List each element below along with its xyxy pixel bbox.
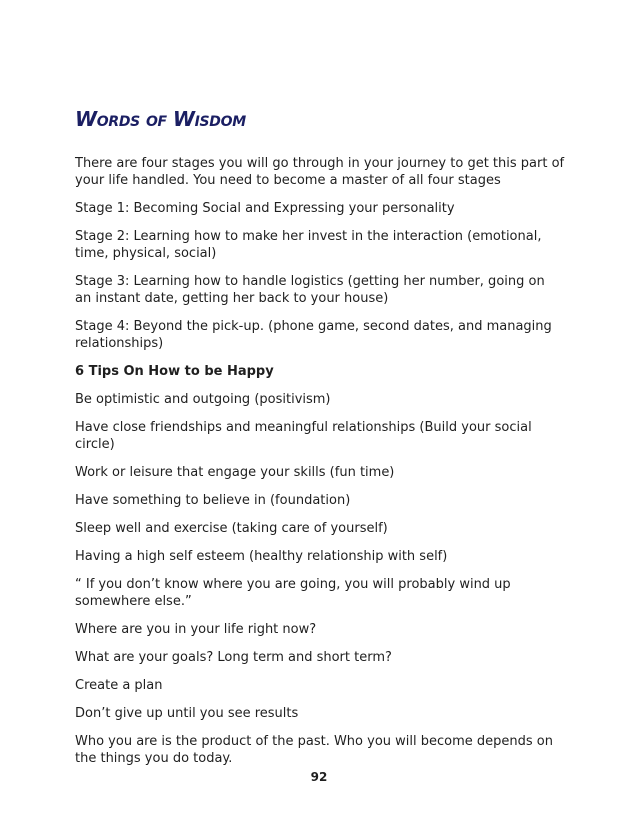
action-paragraph: Create a plan (75, 678, 163, 693)
heading-text: ORDS (96, 114, 140, 130)
stage-2-paragraph: Stage 2: Learning how to make her invest in the interaction (emotional, time, physical, social) (75, 229, 542, 261)
page-number: 92 (310, 770, 328, 784)
question-paragraph: What are your goals? Long term and short term? (75, 650, 392, 665)
tip-paragraph: Have something to believe in (foundation) (75, 493, 351, 508)
body-text (75, 155, 565, 778)
heading-letter: W (172, 107, 195, 131)
section-heading (75, 96, 246, 134)
closing-paragraph: Who you are is the product of the past. Who you will become depends on the things you do today. (75, 734, 553, 766)
intro-paragraph: There are four stages you will go through in your journey to get this part of your life handled. You need to become a master of all four stages (75, 156, 565, 188)
tip-paragraph: Sleep well and exercise (taking care of yourself) (75, 521, 388, 536)
heading-letter: W (75, 107, 97, 131)
stage-4-paragraph: Stage 4: Beyond the pick-up. (phone game, second dates, and managing relationships) (75, 319, 552, 351)
quote-paragraph: “ If you don’t know where you are going, you will probably wind up somewhere else.” (75, 577, 511, 609)
tip-paragraph: Be optimistic and outgoing (positivism) (75, 392, 331, 407)
stage-3-paragraph: Stage 3: Learning how to handle logistics (getting her number, going on an instant date, getting her back to your house) (75, 274, 545, 306)
tip-paragraph: Have close friendships and meaningful relationships (Build your social circle) (75, 420, 532, 452)
heading-text: ISDOM (194, 114, 246, 130)
heading-text: OF (145, 114, 167, 130)
question-paragraph: Where are you in your life right now? (75, 622, 317, 637)
tip-paragraph: Having a high self esteem (healthy relationship with self) (75, 549, 448, 564)
stage-1-paragraph: Stage 1: Becoming Social and Expressing your personality (75, 201, 455, 216)
tip-paragraph: Work or leisure that engage your skills (fun time) (75, 465, 395, 480)
action-paragraph: Don’t give up until you see results (75, 706, 299, 721)
tips-subheading: 6 Tips On How to be Happy (75, 364, 274, 379)
